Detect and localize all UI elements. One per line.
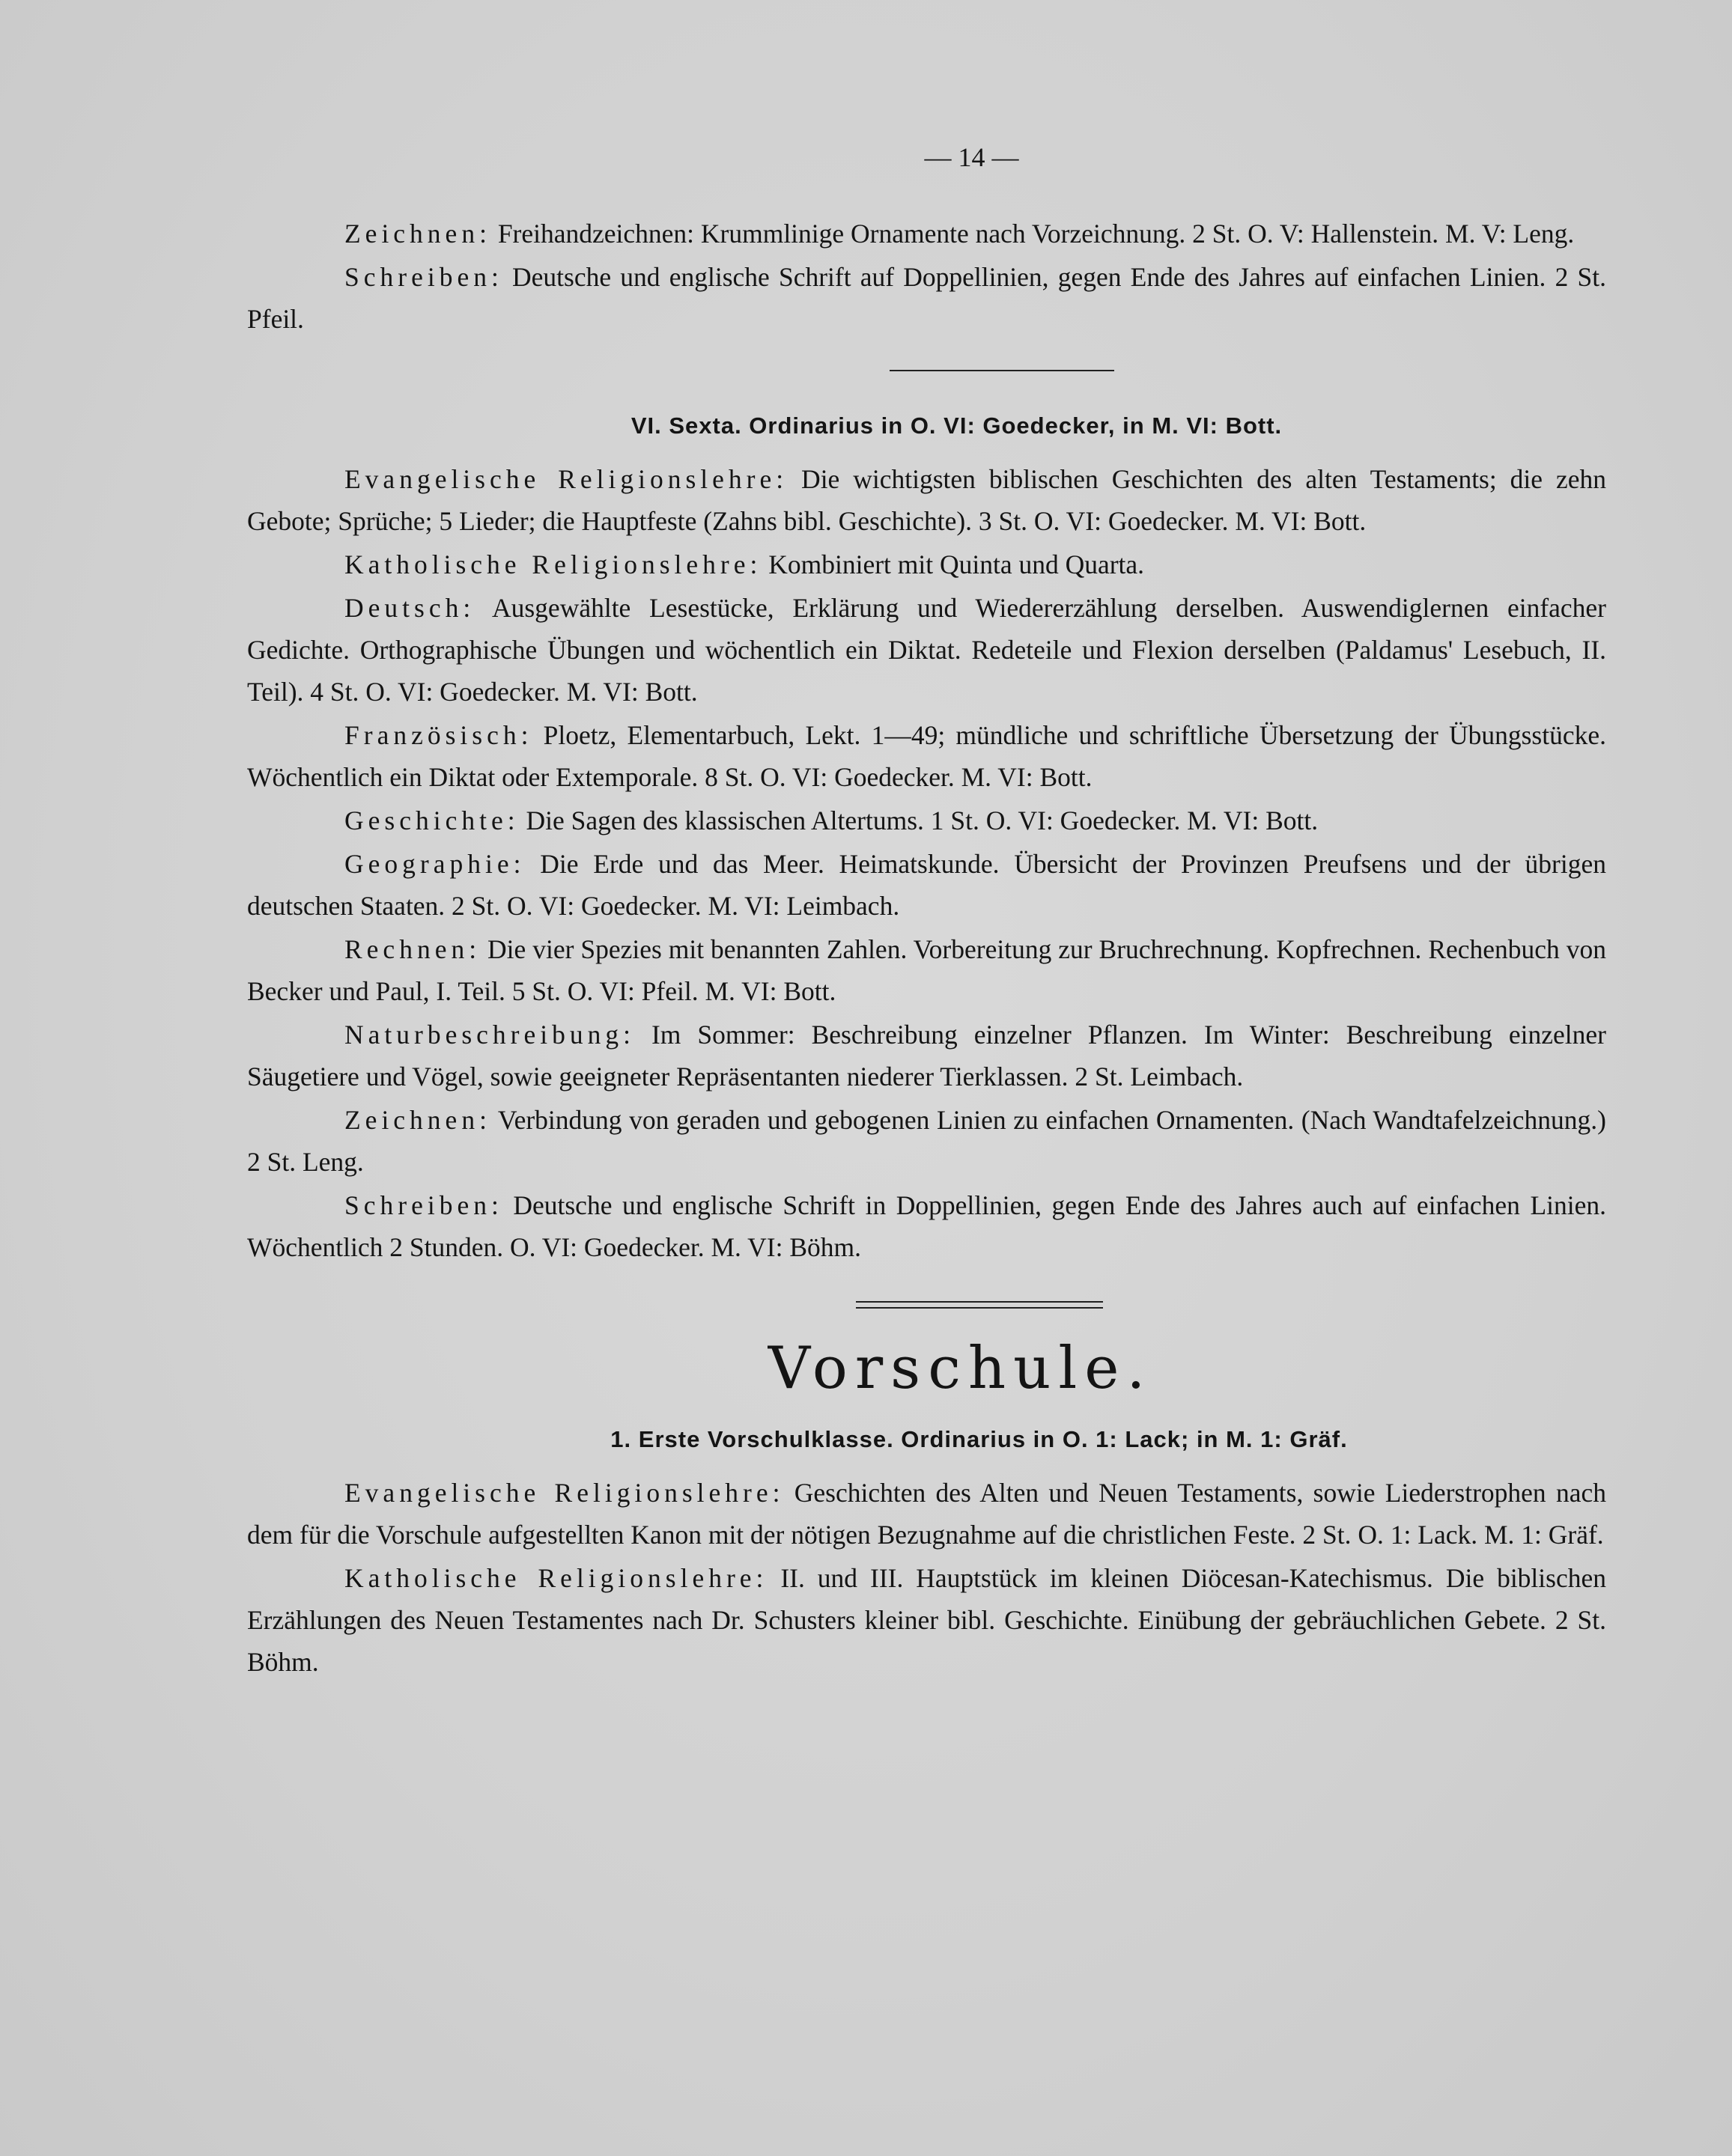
sexta-heading: VI. Sexta. Ordinarius in O. VI: Goedecker, in M. VI: Bott. xyxy=(630,412,1283,439)
subject-text: Verbindung von geraden und gebogenen Linien zu einfachen Ornamenten. (Nach Wandtafelzeichnung.) 2 St. Leng. xyxy=(247,1105,1606,1177)
subject-text: Deutsche und englische Schrift in Doppellinien, gegen Ende des Jahres auch auf einfachen Linien. Wöchentlich 2 Stunden. O. VI: Goedecker. M. VI: Böhm. xyxy=(247,1190,1606,1262)
paragraph-sexta-zeichnen xyxy=(247,1099,1606,1183)
subject-label: Geographie: xyxy=(344,849,526,879)
vorschule-heading: 1. Erste Vorschulklasse. Ordinarius in O. 1: Lack; in M. 1: Gräf. xyxy=(610,1426,1348,1452)
section-divider xyxy=(890,370,1114,371)
paragraph-quinta-zeichnen xyxy=(247,213,1606,255)
subject-label: Evangelische Religionslehre: xyxy=(344,1478,785,1508)
paragraph-sexta-rechnen xyxy=(247,928,1606,1012)
subject-text: Deutsche und englische Schrift auf Doppellinien, gegen Ende des Jahres auf einfachen Linien. 2 St. Pfeil. xyxy=(247,262,1606,334)
subject-label: Zeichnen: xyxy=(344,219,491,249)
subject-label: Naturbeschreibung: xyxy=(344,1020,635,1050)
page-number: — 14 — xyxy=(924,142,1019,172)
subject-label: Rechnen: xyxy=(344,934,481,964)
subject-label: Geschichte: xyxy=(344,806,520,835)
double-divider xyxy=(856,1301,1103,1309)
paragraph-vorschule-katholisch xyxy=(247,1557,1606,1683)
subject-text: Geschichten des Alten und Neuen Testaments, sowie Liederstrophen nach dem für die Vorschule aufgestellten Kanon mit der nötigen Bezugnahme auf die christlichen Feste. 2 St. O. 1: Lack. M. 1: Gräf. xyxy=(247,1478,1606,1550)
subject-text: II. und III. Hauptstück im kleinen Diöcesan-Katechismus. Die biblischen Erzählungen des Neuen Testamentes nach Dr. Schusters kleiner bibl. Geschichte. Einübung der gebräuchlichen Gebete. 2 St. Böhm. xyxy=(247,1563,1606,1677)
subject-text: Die Sagen des klassischen Altertums. 1 St. O. VI: Goedecker. M. VI: Bott. xyxy=(519,806,1319,835)
paragraph-sexta-geschichte xyxy=(247,800,1606,841)
paragraph-sexta-deutsch xyxy=(247,587,1606,713)
subject-label: Schreiben: xyxy=(344,1190,503,1220)
subject-label: Evangelische Religionslehre: xyxy=(344,464,788,494)
subject-text: Die vier Spezies mit benannten Zahlen. Vorbereitung zur Bruchrechnung. Kopfrechnen. Rechenbuch von Becker und Paul, I. Teil. 5 St. O. VI: Pfeil. M. VI: Bott. xyxy=(247,934,1606,1006)
paragraph-sexta-katholisch xyxy=(247,543,1606,585)
paragraph-vorschule-evangelisch xyxy=(247,1472,1606,1556)
subject-label: Französisch: xyxy=(344,720,533,750)
subject-text: Im Sommer: Beschreibung einzelner Pflanzen. Im Winter: Beschreibung einzelner Säugetiere und Vögel, sowie geeigneter Repräsentanten niederer Tierklassen. 2 St. Leimbach. xyxy=(247,1020,1606,1091)
page-content xyxy=(247,142,1606,1683)
subject-text: Freihandzeichnen: Krummlinige Ornamente nach Vorzeichnung. 2 St. O. V: Hallenstein. M. V: Leng. xyxy=(490,219,1575,249)
paragraph-sexta-schreiben xyxy=(247,1184,1606,1268)
subject-text: Die wichtigsten biblischen Geschichten des alten Testaments; die zehn Gebote; Sprüche; 5 Lieder; die Hauptfeste (Zahns bibl. Geschichte). 3 St. O. VI: Goedecker. M. VI: Bott. xyxy=(247,464,1606,536)
paragraph-sexta-geographie xyxy=(247,843,1606,927)
paragraph-sexta-evangelisch xyxy=(247,458,1606,542)
subject-text: Ausgewählte Lesestücke, Erklärung und Wiedererzählung derselben. Auswendiglernen einfacher Gedichte. Orthographische Übungen und wöchentlich ein Diktat. Redeteile und Flexion derselben (Paldamus' Lesebuch, II. Teil). 4 St. O. VI: Goedecker. M. VI: Bott. xyxy=(247,593,1606,707)
subject-label: Deutsch: xyxy=(344,593,475,623)
subject-text: Kombiniert mit Quinta und Quarta. xyxy=(762,549,1145,579)
paragraph-sexta-franzoesisch xyxy=(247,714,1606,798)
vorschule-title: Vorschule. xyxy=(768,1335,1153,1402)
subject-label: Katholische Religionslehre: xyxy=(344,549,762,579)
subject-label: Schreiben: xyxy=(344,262,503,292)
paragraph-sexta-naturbeschreibung xyxy=(247,1014,1606,1097)
subject-label: Katholische Religionslehre: xyxy=(344,1563,768,1593)
subject-text: Ploetz, Elementarbuch, Lekt. 1—49; mündliche und schriftliche Übersetzung der Übungsstücke. Wöchentlich ein Diktat oder Extemporale. 8 St. O. VI: Goedecker. M. VI: Bott. xyxy=(247,720,1606,792)
subject-label: Zeichnen: xyxy=(344,1105,491,1135)
paragraph-quinta-schreiben xyxy=(247,256,1606,340)
subject-text: Die Erde und das Meer. Heimatskunde. Übersicht der Provinzen Preufsens und der übrigen deutschen Staaten. 2 St. O. VI: Goedecker. M. VI: Leimbach. xyxy=(247,849,1606,921)
